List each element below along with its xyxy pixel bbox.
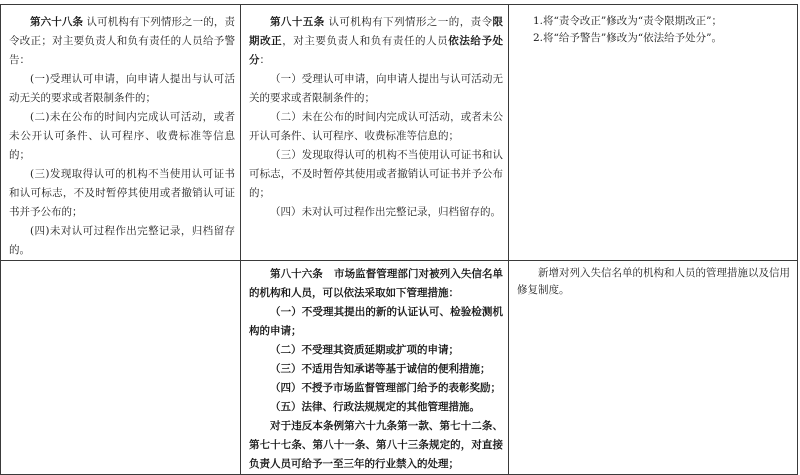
article-lead: [249, 265, 503, 303]
article-item: （四）未对认可过程作出完整记录，归档留存的。: [270, 206, 501, 218]
article-lead-text: 认可机构有下列情形之一的，责令改正；对主要负责人和负有责任的人员给予警告：: [9, 16, 236, 66]
article-item: （一）受理认可申请，向申请人提出与认可活动无关的要求或者限制条件的；: [249, 73, 503, 104]
article-lead-text: ：: [259, 54, 270, 66]
article-number: 第六十八条: [30, 16, 84, 28]
article-item: (二)未在公布的时间内完成认可活动，或者未公开认可条件、认可程序、收费标准等信息的；: [9, 111, 235, 161]
article-lead-text: 市场监督管理部门对被列入失信名单的机构和人员，可以依法采取如下管理措施：: [249, 268, 504, 299]
table-row: [1, 261, 798, 475]
amended-phrase: 依法给予处分: [249, 35, 504, 66]
revision-note: 2.将“给予警告”修改为“依法给予处分”。: [533, 32, 722, 44]
article-item: （二）不受理其资质延期或扩项的申请；: [270, 344, 459, 356]
article-item: (四)未对认可过程作出完整记录，归档留存的。: [9, 225, 235, 256]
article-item: （一）不受理其提出的新的认证认可、检验检测机构的申请；: [249, 306, 503, 337]
article-item: （三）不适用告知承诺等基于诚信的便利措施；: [270, 363, 491, 375]
revised-article-cell: [241, 261, 509, 475]
revision-notes-cell: [509, 261, 798, 475]
article-number: 第八十六条: [270, 268, 323, 280]
article-lead: [9, 13, 235, 70]
revised-article-cell: [241, 5, 509, 261]
original-article-cell: [1, 5, 241, 261]
article-item: （四）不授予市场监督管理部门给予的表彰奖励；: [270, 382, 501, 394]
article-lead: [249, 13, 503, 70]
revision-note: 1.将“责令改正”修改为“责令限期改正”；: [533, 15, 722, 27]
article-item: （二）未在公布的时间内完成认可活动，或者未公开认可条件、认可程序、收费标准等信息的；: [249, 111, 503, 142]
article-item: （五）法律、行政法规规定的其他管理措施。: [270, 401, 480, 413]
article-tail: 对于违反本条例第六十九条第一款、第七十二条、第七十七条、第八十一条、第八十三条规定的，对直接负责人员可给予一至三年的行业禁入的处理；: [249, 420, 503, 470]
comparison-table: [0, 4, 798, 475]
table-row: [1, 5, 798, 261]
article-item: (三)发现取得认可的机构不当使用认可证书和认可标志，不及时暂停其使用或者撤销认可证书并予公布的；: [9, 168, 235, 218]
revision-notes-cell: [509, 5, 798, 261]
article-item: （三）发现取得认可的机构不当使用认可证书和认可标志，不及时暂停其使用或者撤销认可证书并予公布的；: [249, 149, 503, 199]
article-item: (一)受理认可申请，向申请人提出与认可活动无关的要求或者限制条件的；: [9, 73, 235, 104]
article-number: 第八十五条: [270, 16, 325, 28]
original-article-cell: [1, 261, 241, 475]
revision-note: 新增对列入失信名单的机构和人员的管理措施以及信用修复制度。: [517, 267, 790, 296]
article-lead-text: ，对主要负责人和负有责任的人员: [282, 35, 449, 47]
article-lead-text: 认可机构有下列情形之一的，责令: [328, 16, 493, 28]
amended-phrase: 限期改正: [249, 16, 504, 47]
